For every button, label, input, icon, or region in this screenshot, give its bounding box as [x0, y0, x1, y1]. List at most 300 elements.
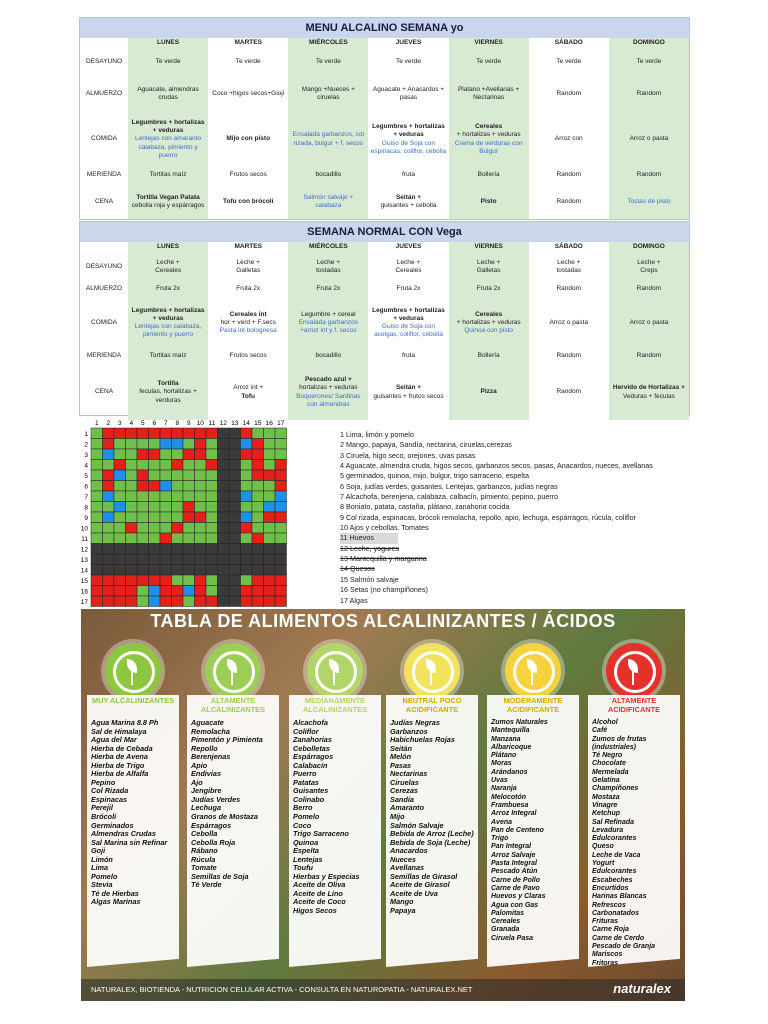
compat-cell	[126, 491, 138, 502]
compat-cell	[137, 596, 149, 607]
compat-cell	[241, 428, 253, 439]
food-item: Seitán	[390, 743, 412, 753]
compat-cell	[149, 470, 161, 481]
compat-cell	[149, 449, 161, 460]
meal-cell	[449, 253, 529, 281]
meal-cell	[368, 365, 448, 420]
meal-cell	[208, 281, 288, 298]
meal-cell	[609, 166, 689, 185]
compat-cell	[275, 533, 287, 544]
meal-cell	[449, 298, 529, 348]
day-header: LUNES	[128, 242, 208, 253]
compat-cell	[126, 523, 138, 534]
meal-text: Bollería	[477, 171, 500, 179]
compat-cell	[241, 512, 253, 523]
compat-cell	[114, 523, 126, 534]
compat-cell	[126, 544, 138, 555]
food-item: Cereales	[491, 918, 521, 926]
day-header: JUEVES	[368, 242, 448, 253]
food-item: Carne de Pollo	[491, 876, 541, 884]
row-number: 3	[84, 452, 88, 459]
food-item: Zanahorias	[293, 735, 332, 745]
compat-cell	[264, 523, 276, 534]
compat-cell	[172, 523, 184, 534]
meal-text: Random	[556, 352, 582, 360]
food-item: Sal Refinada	[592, 818, 635, 826]
compat-cell	[275, 449, 287, 460]
compat-cell	[137, 565, 149, 576]
food-item: Mantequilla	[491, 727, 530, 735]
food-item: Bebida de Soja (Leche)	[390, 837, 471, 847]
meal-text: Ensalada garbanzos, col rizada, bulgur + f. secos	[292, 131, 364, 147]
compat-cell	[183, 523, 195, 534]
meal-cell	[529, 253, 609, 281]
food-item: Hierba de Trigo	[91, 760, 145, 770]
compat-cell	[183, 449, 195, 460]
compat-cell	[160, 565, 172, 576]
compat-cell	[126, 481, 138, 492]
compat-cell	[264, 575, 276, 586]
meal-text: Boquerones/ Sardinas con almendras	[296, 392, 361, 408]
compat-cell	[126, 428, 138, 439]
food-item: Bebida de Arroz (Leche)	[390, 829, 474, 839]
meal-cell	[529, 113, 609, 166]
food-item: Sandía	[390, 794, 414, 804]
food-item: Rábano	[191, 846, 218, 856]
compat-cell	[206, 523, 218, 534]
legend-item: 13 Mantequilla y margarina	[340, 554, 427, 564]
compat-cell	[149, 512, 161, 523]
meal-cell	[208, 75, 288, 113]
food-item: Sal Marina sin Refinar	[91, 837, 168, 847]
meal-text: Tortitas maíz	[149, 352, 187, 360]
compat-cell	[195, 481, 207, 492]
legend-item: 15 Salmón salvaje	[340, 574, 399, 584]
compat-cell	[252, 470, 264, 481]
meal-text: Leche +	[557, 258, 581, 266]
meal-label: CENA	[94, 388, 114, 396]
meal-cell	[449, 75, 529, 113]
meal-cell	[128, 166, 208, 185]
food-item: Germinados	[91, 820, 134, 830]
leaf-icon	[505, 643, 561, 699]
compat-cell	[252, 428, 264, 439]
compat-cell	[206, 449, 218, 460]
food-item: Mijo	[390, 812, 405, 822]
compat-cell	[160, 481, 172, 492]
column-number: 15	[254, 420, 262, 427]
food-item: Hierba de Cebada	[91, 743, 153, 753]
compat-cell	[160, 491, 172, 502]
food-item: Granada	[491, 926, 520, 934]
meal-text: Te verde	[476, 57, 502, 65]
food-item: Pan Integral	[491, 843, 532, 851]
compat-cell	[103, 554, 115, 565]
compat-cell	[149, 575, 161, 586]
food-item: Calabacín	[293, 760, 328, 770]
compat-cell	[195, 460, 207, 471]
compat-cell	[137, 544, 149, 555]
food-item: Alcachofa	[293, 718, 328, 727]
meal-text: Tofu con brócoli	[222, 197, 274, 205]
compat-cell	[241, 470, 253, 481]
column-heading: NEUTRAL POCO ACIDIFICANTE	[402, 696, 462, 714]
compat-cell	[103, 565, 115, 576]
row-number: 1	[84, 431, 88, 438]
meal-cell	[609, 49, 689, 75]
row-number: 11	[81, 536, 88, 543]
compat-cell	[91, 544, 103, 555]
compat-cell	[229, 449, 241, 460]
meal-text: Random	[556, 285, 582, 293]
compat-cell	[91, 512, 103, 523]
meal-cell	[449, 281, 529, 298]
compat-cell	[149, 554, 161, 565]
food-item: Espárragos	[191, 820, 232, 830]
food-item: Sal de Himalaya	[91, 726, 147, 736]
compat-cell	[264, 449, 276, 460]
compat-cell	[195, 502, 207, 513]
poster-column	[289, 637, 381, 967]
compat-cell	[218, 596, 230, 607]
food-item: Higos Secos	[293, 906, 337, 916]
compat-cell	[275, 460, 287, 471]
meal-cell	[208, 166, 288, 185]
compat-cell	[195, 512, 207, 523]
compat-cell	[137, 460, 149, 471]
compat-cell	[275, 470, 287, 481]
meal-text: Fruta 2x	[396, 285, 421, 293]
column-number: 8	[175, 420, 180, 427]
compat-cell	[126, 502, 138, 513]
compat-cell	[252, 544, 264, 555]
meal-text: Coco +higos secos+Gioji	[212, 89, 285, 97]
compat-cell	[172, 428, 184, 439]
compat-cell	[218, 460, 230, 471]
compat-cell	[275, 596, 287, 607]
compat-cell	[172, 449, 184, 460]
compat-cell	[252, 502, 264, 513]
compat-cell	[126, 586, 138, 597]
meal-cell	[128, 75, 208, 113]
compat-cell	[183, 512, 195, 523]
meal-cell	[128, 298, 208, 348]
compat-cell	[264, 460, 276, 471]
food-item: Levadura	[592, 826, 624, 834]
food-item: Coliflor	[293, 726, 319, 736]
compat-cell	[183, 439, 195, 450]
food-item: Gelatina	[592, 777, 620, 785]
meal-text: Tostas de pisto	[627, 197, 671, 205]
food-item: Berro	[293, 803, 313, 813]
compat-cell	[91, 491, 103, 502]
meal-row	[80, 365, 689, 420]
meal-text: Arroz int +	[233, 384, 264, 392]
compat-cell	[241, 481, 253, 492]
compat-cell	[91, 449, 103, 460]
compat-cell	[172, 491, 184, 502]
food-item: Lima	[91, 863, 109, 873]
food-item: Refrescos	[592, 901, 626, 909]
meal-cell	[128, 253, 208, 281]
food-item: Lechuga	[191, 803, 222, 813]
meal-cell	[208, 365, 288, 420]
compat-cell	[183, 575, 195, 586]
food-item: Toufu	[293, 863, 313, 873]
compat-cell	[137, 502, 149, 513]
meal-text: fruta	[401, 171, 415, 179]
meal-text: Bollería	[477, 352, 500, 360]
meal-text: Arroz con	[554, 135, 583, 143]
meal-cell	[449, 348, 529, 365]
row-number: 13	[81, 557, 88, 564]
compat-cell	[252, 439, 264, 450]
poster-column	[87, 637, 179, 967]
meal-text: Arroz o pasta	[629, 318, 669, 326]
meal-label: DESAYUNO	[86, 57, 122, 65]
meal-text: Fruta 2x	[476, 285, 501, 293]
meal-cell	[529, 365, 609, 420]
compat-cell	[241, 575, 253, 586]
food-item: Café	[592, 727, 608, 735]
compat-cell	[206, 586, 218, 597]
compat-cell	[206, 533, 218, 544]
meal-text: hortalizas + veduras	[299, 384, 358, 392]
food-item: Anacardos	[390, 846, 428, 856]
compat-cell	[160, 596, 172, 607]
row-number: 8	[84, 504, 88, 512]
compat-cell	[126, 439, 138, 450]
compat-cell	[264, 470, 276, 481]
compat-cell	[172, 575, 184, 586]
compat-cell	[195, 544, 207, 555]
day-header: MIÉRCOLES	[288, 242, 368, 253]
food-item: Espelta	[293, 846, 319, 856]
compat-cell	[114, 586, 126, 597]
compat-cell	[183, 502, 195, 513]
food-item: Zumos Naturales	[491, 719, 548, 726]
compat-cell	[114, 460, 126, 471]
day-header: SÁBADO	[529, 242, 609, 253]
leaf-icon	[606, 643, 662, 699]
meal-cell	[128, 348, 208, 365]
compat-cell	[264, 596, 276, 607]
meal-text: Te verde	[315, 57, 341, 65]
compat-cell	[91, 460, 103, 471]
meal-text: Salmón salvaje + calabaza	[303, 193, 354, 209]
day-header: SÁBADO	[529, 38, 609, 49]
compat-cell	[218, 491, 230, 502]
meal-text: + hortalizas + veduras	[456, 318, 521, 326]
meal-cell	[449, 166, 529, 185]
compat-cell	[264, 565, 276, 576]
day-header: VIERNES	[449, 242, 529, 253]
compat-cell	[218, 523, 230, 534]
compat-cell	[218, 512, 230, 523]
food-item: Moras	[491, 760, 512, 768]
food-item: Leche de Vaca	[592, 851, 641, 859]
meal-text: Leche +	[316, 258, 340, 266]
food-item: Judías Negras	[390, 718, 440, 727]
meal-row	[80, 166, 689, 185]
compat-cell	[241, 565, 253, 576]
meal-text: Pasta int bolognesa	[219, 327, 277, 335]
meal-text: Fruta 2x	[316, 285, 341, 293]
legend-item: 3 Ciruela, higo seco, orejones, uvas pasas	[340, 450, 476, 460]
meal-text: Lentejas con amaranto calabaza, pimiento y puerro	[135, 135, 202, 159]
compat-cell	[103, 533, 115, 544]
compat-cell	[160, 533, 172, 544]
meal-text: Cereales	[155, 267, 182, 274]
meal-cell	[529, 281, 609, 298]
meal-cell	[368, 348, 448, 365]
compat-cell	[229, 439, 241, 450]
food-item: Nueces	[390, 854, 416, 864]
column-heading: MODERAMENTE ACIDIFICANTE	[503, 696, 563, 714]
compat-cell	[183, 544, 195, 555]
compat-cell	[114, 439, 126, 450]
meal-cell	[208, 49, 288, 75]
poster-column	[487, 637, 579, 967]
compat-cell	[195, 491, 207, 502]
compat-cell	[91, 565, 103, 576]
compat-cell	[103, 523, 115, 534]
compat-cell	[264, 544, 276, 555]
compat-cell	[275, 586, 287, 597]
compat-cell	[103, 544, 115, 555]
compat-cell	[264, 512, 276, 523]
food-item: Agua del Mar	[91, 735, 137, 745]
row-number: 4	[84, 462, 88, 470]
meal-cell	[529, 348, 609, 365]
compat-cell	[206, 491, 218, 502]
compat-cell	[195, 533, 207, 544]
meal-cell	[288, 185, 368, 219]
food-item: Pescado Atún	[491, 868, 538, 876]
compat-cell	[114, 596, 126, 607]
compat-cell	[195, 596, 207, 607]
food-item: Ciruela Pasa	[491, 934, 534, 942]
meal-row	[80, 281, 689, 298]
compat-cell	[206, 460, 218, 471]
meal-text: Tofu	[241, 392, 255, 400]
alkaline-menu-table	[79, 17, 690, 220]
compat-cell	[149, 439, 161, 450]
compat-cell	[149, 596, 161, 607]
compat-cell	[91, 575, 103, 586]
column-number: 6	[152, 420, 157, 427]
compat-cell	[160, 428, 172, 439]
meal-cell	[529, 49, 609, 75]
compat-cell	[149, 565, 161, 576]
meal-text: Legumbre + cereal	[301, 310, 356, 318]
food-item: Arándanos	[491, 768, 528, 776]
meal-cell	[128, 113, 208, 166]
food-item: Cebolla Roja	[191, 837, 236, 847]
day-header: MARTES	[208, 242, 288, 253]
poster-column	[187, 637, 279, 967]
compat-cell	[137, 470, 149, 481]
compat-cell	[114, 449, 126, 460]
meal-cell	[368, 49, 448, 75]
compat-cell	[195, 470, 207, 481]
food-item: Coco	[293, 820, 312, 830]
compat-cell	[183, 586, 195, 597]
meal-cell	[449, 185, 529, 219]
meal-text: Aguacate, almendras crudas	[137, 85, 199, 101]
leaf-icon	[105, 643, 161, 699]
column-number: 4	[129, 420, 134, 427]
leaf-icon	[404, 643, 460, 699]
food-item: Espinacas	[91, 794, 128, 804]
compat-cell	[252, 523, 264, 534]
food-item: Encurtidos	[592, 884, 629, 892]
meal-cell	[208, 185, 288, 219]
compat-cell	[137, 439, 149, 450]
compat-cell	[218, 449, 230, 460]
meal-label: MERIENDA	[86, 171, 122, 179]
meal-text: Guiso de Soja con espinacas, coliflor, cebolla	[370, 139, 447, 155]
compat-cell	[206, 470, 218, 481]
compat-cell	[195, 565, 207, 576]
meal-text: Te verde	[636, 57, 662, 65]
compat-cell	[252, 586, 264, 597]
legend-item: 5 germinados, quinoa, mijo, bulgur, trigo sarraceno, espelta	[340, 471, 529, 481]
meal-row	[80, 49, 689, 75]
meal-text: Leche +	[236, 258, 260, 266]
compat-cell	[218, 554, 230, 565]
food-item: Edulcorantes	[592, 868, 637, 876]
compat-cell	[126, 575, 138, 586]
day-header: JUEVES	[368, 38, 448, 49]
food-item: Nectarinas	[390, 769, 428, 779]
meal-text: Arroz o pasta	[549, 318, 589, 326]
food-item: Plátano	[491, 752, 517, 760]
meal-cell	[288, 298, 368, 348]
compat-cell	[275, 428, 287, 439]
compat-cell	[126, 512, 138, 523]
food-item: Brócoli	[91, 812, 117, 822]
compat-cell	[172, 439, 184, 450]
compat-cell	[137, 575, 149, 586]
meal-cell	[288, 365, 368, 420]
compat-cell	[252, 481, 264, 492]
food-item: Lentejas	[293, 854, 323, 864]
food-compatibility-grid	[81, 418, 336, 608]
food-item: Amaranto	[390, 803, 425, 813]
meal-text: Te verde	[556, 57, 582, 65]
compat-cell	[241, 554, 253, 565]
meal-cell	[208, 298, 288, 348]
meal-text: Frutos secos	[229, 171, 267, 179]
compat-cell	[206, 512, 218, 523]
day-header: MIÉRCOLES	[288, 38, 368, 49]
food-group-legend	[340, 430, 653, 606]
compat-cell	[252, 460, 264, 471]
meal-text: Pisto	[480, 197, 497, 205]
meal-text: Cereales int	[229, 310, 267, 318]
meal-text: Fruta 2x	[236, 285, 261, 293]
compat-cell	[160, 544, 172, 555]
meal-text: Cereales	[395, 267, 422, 274]
row-number: 9	[84, 515, 88, 522]
compat-cell	[103, 481, 115, 492]
meal-text: guisantes + frutos secos	[373, 392, 444, 400]
compat-cell	[183, 491, 195, 502]
alkaline-menu-grid	[80, 38, 689, 219]
meal-cell	[368, 75, 448, 113]
compat-cell	[229, 523, 241, 534]
